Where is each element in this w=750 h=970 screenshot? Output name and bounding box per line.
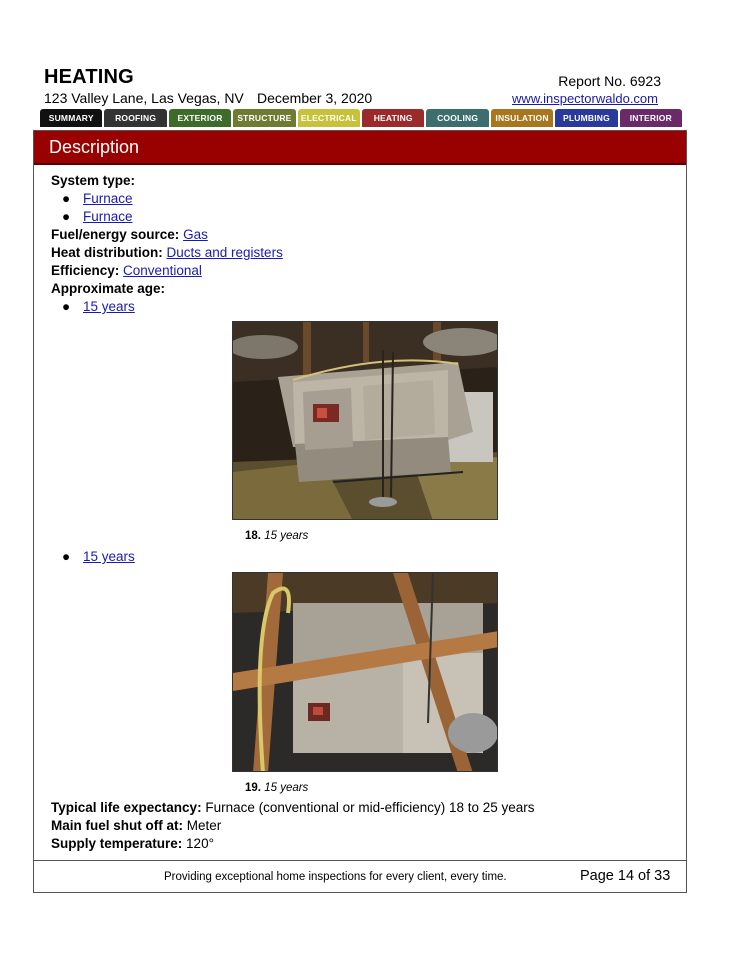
tab-electrical[interactable]: ELECTRICAL <box>298 109 360 127</box>
tab-roofing[interactable]: ROOFING <box>104 109 166 127</box>
shutoff-value: Meter <box>186 818 222 833</box>
distribution-label: Heat distribution: <box>51 245 163 260</box>
footer-divider <box>34 860 686 861</box>
tab-heating[interactable]: HEATING <box>362 109 424 127</box>
system-type-link[interactable]: Furnace <box>83 209 133 224</box>
page-title: HEATING <box>44 66 134 88</box>
fuel-row <box>51 226 208 244</box>
distribution-link[interactable]: Ducts and registers <box>166 245 283 260</box>
property-address: 123 Valley Lane, Las Vegas, NV <box>44 90 244 106</box>
bullet-icon: ● <box>62 209 71 224</box>
tab-interior[interactable]: INTERIOR <box>620 109 682 127</box>
website-link[interactable]: www.inspectorwaldo.com <box>512 91 658 106</box>
tab-plumbing[interactable]: PLUMBING <box>555 109 617 127</box>
photo-caption-18 <box>245 530 308 542</box>
life-expectancy-label: Typical life expectancy: <box>51 800 202 815</box>
bullet-icon: ● <box>62 191 71 206</box>
bullet-icon: ● <box>62 299 71 314</box>
fuel-label: Fuel/energy source: <box>51 227 180 242</box>
inspection-date: December 3, 2020 <box>257 90 373 106</box>
age-label: Approximate age: <box>51 281 166 296</box>
tab-summary[interactable]: SUMMARY <box>40 109 102 127</box>
photo-number: 18. <box>245 530 261 542</box>
distribution-row <box>51 244 283 262</box>
bullet-icon: ● <box>62 549 71 564</box>
photo-caption-text: 15 years <box>264 530 309 542</box>
life-expectancy-row <box>51 799 535 817</box>
photo-caption-text: 15 years <box>264 782 309 794</box>
efficiency-row <box>51 262 202 280</box>
furnace-photo-2 <box>232 572 498 772</box>
furnace-attic-image-1 <box>233 322 498 520</box>
photo-number: 19. <box>245 782 261 794</box>
age-link[interactable]: 15 years <box>83 299 135 314</box>
supply-temp-value: 120° <box>186 836 214 851</box>
system-type-label: System type: <box>51 173 136 188</box>
tab-exterior[interactable]: EXTERIOR <box>169 109 231 127</box>
supply-temp-label: Supply temperature: <box>51 836 183 851</box>
furnace-photo-1 <box>232 321 498 520</box>
shutoff-row <box>51 817 221 835</box>
life-expectancy-value: Furnace (conventional or mid-efficiency) 18 to 25 years <box>205 800 535 815</box>
fuel-link[interactable]: Gas <box>183 227 208 242</box>
section-header-divider <box>34 163 686 165</box>
tab-structure[interactable]: STRUCTURE <box>233 109 295 127</box>
supply-temp-row <box>51 835 214 853</box>
photo-caption-19 <box>245 782 308 794</box>
furnace-attic-image-2 <box>233 573 498 772</box>
report-number: Report No. 6923 <box>558 73 661 89</box>
efficiency-link[interactable]: Conventional <box>123 263 202 278</box>
system-type-link[interactable]: Furnace <box>83 191 133 206</box>
age-link[interactable]: 15 years <box>83 549 135 564</box>
shutoff-label: Main fuel shut off at: <box>51 818 183 833</box>
tab-insulation[interactable]: INSULATION <box>491 109 553 127</box>
section-header: Description <box>34 131 686 163</box>
section-tabs <box>40 109 682 127</box>
footer-tagline: Providing exceptional home inspections for every client, every time. <box>164 871 507 883</box>
efficiency-label: Efficiency: <box>51 263 120 278</box>
tab-cooling[interactable]: COOLING <box>426 109 488 127</box>
page-number: Page 14 of 33 <box>580 868 671 884</box>
